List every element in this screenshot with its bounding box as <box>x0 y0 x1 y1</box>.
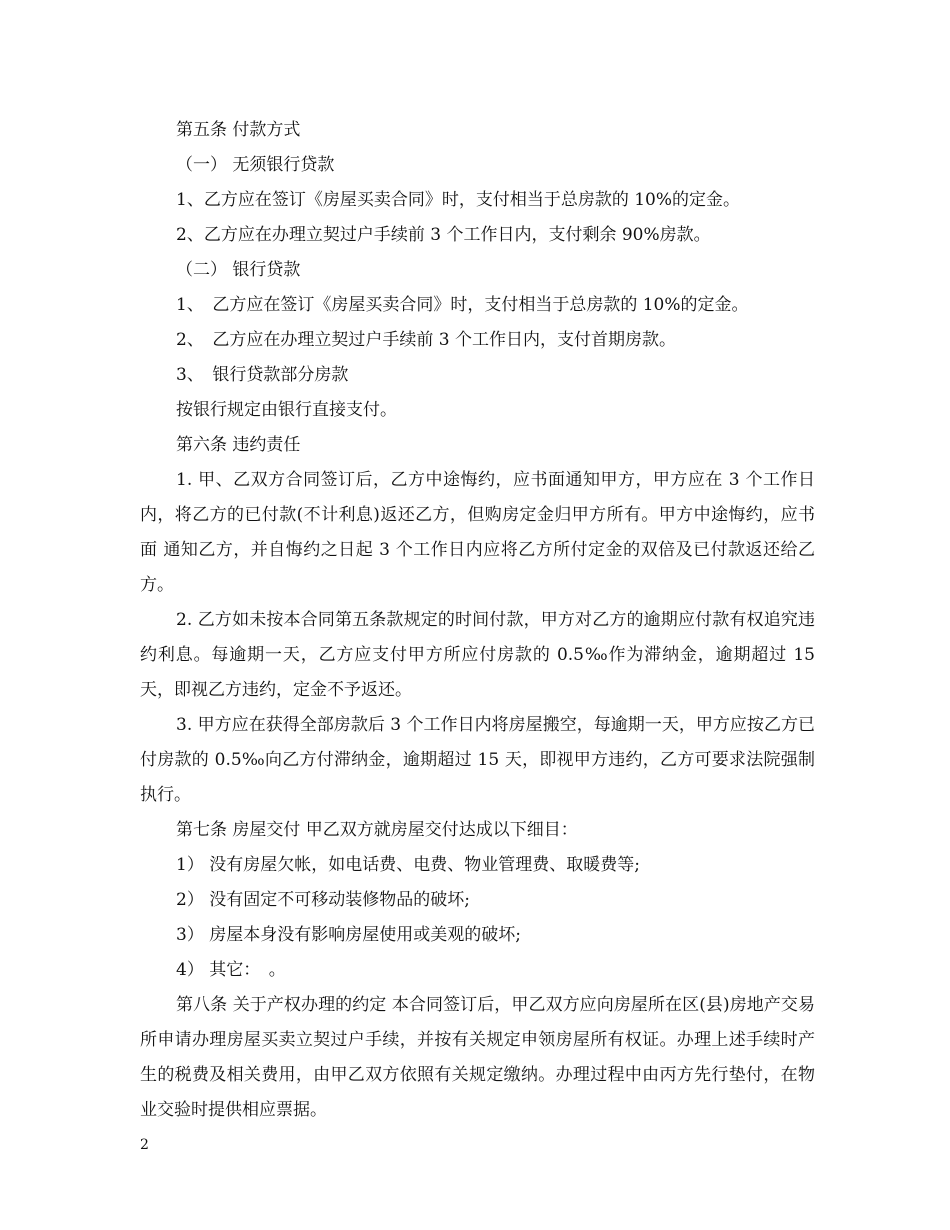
list-item: 2、 乙方应在办理立契过户手续前 3 个工作日内，支付首期房款。 <box>176 330 676 350</box>
breach-clause-1: 1. 甲、乙双方合同签订后，乙方中途悔约，应书面通知甲方，甲方应在 3 个工作日内，将乙方的已付款(不计利息)返还乙方，但购房定金归甲方所有。甲方中途悔约，应书面 通知乙方，并自悔约之日起 3 个工作日内应将乙方所付定金的双倍及已付款返还给乙方。 <box>140 470 815 595</box>
list-item: 3） 房屋本身没有影响房屋使用或美观的破坏; <box>176 925 521 945</box>
breach-clause-3: 3. 甲方应在获得全部房款后 3 个工作日内将房屋搬空，每逾期一天，甲方应按乙方已付房款的 0.5‰向乙方付滞纳金，逾期超过 15 天，即视甲方违约，乙方可要求法院强制执行。 <box>140 715 815 805</box>
list-item: 3、 银行贷款部分房款 <box>176 365 349 385</box>
page-number: 2 <box>140 1137 149 1153</box>
list-item: 2） 没有固定不可移动装修物品的破坏; <box>176 890 470 910</box>
list-item: 1、 乙方应在签订《房屋买卖合同》时，支付相当于总房款的 10%的定金。 <box>176 295 749 315</box>
section-bank-loan-heading: （二） 银行贷款 <box>176 260 301 280</box>
list-item: 2、乙方应在办理立契过户手续前 3 个工作日内，支付剩余 90%房款。 <box>176 225 711 245</box>
list-item: 4） 其它： 。 <box>176 960 286 980</box>
list-item: 1、乙方应在签订《房屋买卖合同》时，支付相当于总房款的 10%的定金。 <box>176 190 741 210</box>
breach-clause-2: 2. 乙方如未按本合同第五条款规定的时间付款，甲方对乙方的逾期应付款有权追究违约利息。每逾期一天，乙方应支付甲方所应付房款的 0.5‰作为滞纳金，逾期超过 15 天，即视乙方违约，定金不予返还。 <box>140 610 815 700</box>
article-8-paragraph: 第八条 关于产权办理的约定 本合同签订后，甲乙双方应向房屋所在区(县)房地产交易所申请办理房屋买卖立契过户手续，并按有关规定申领房屋所有权证。办理上述手续时产生的税费及相关费用，由甲乙双方依照有关规定缴纳。办理过程中由丙方先行垫付，在物业交验时提供相应票据。 <box>140 995 815 1120</box>
article-6-heading: 第六条 违约责任 <box>176 435 301 455</box>
list-item: 1） 没有房屋欠帐，如电话费、电费、物业管理费、取暖费等; <box>176 855 640 875</box>
article-5-heading: 第五条 付款方式 <box>176 120 301 140</box>
section-no-loan-heading: （一） 无须银行贷款 <box>176 155 335 175</box>
article-7-heading: 第七条 房屋交付 甲乙双方就房屋交付达成以下细目： <box>176 820 578 840</box>
text-line: 按银行规定由银行直接支付。 <box>176 400 397 420</box>
document-body <box>140 113 815 1128</box>
